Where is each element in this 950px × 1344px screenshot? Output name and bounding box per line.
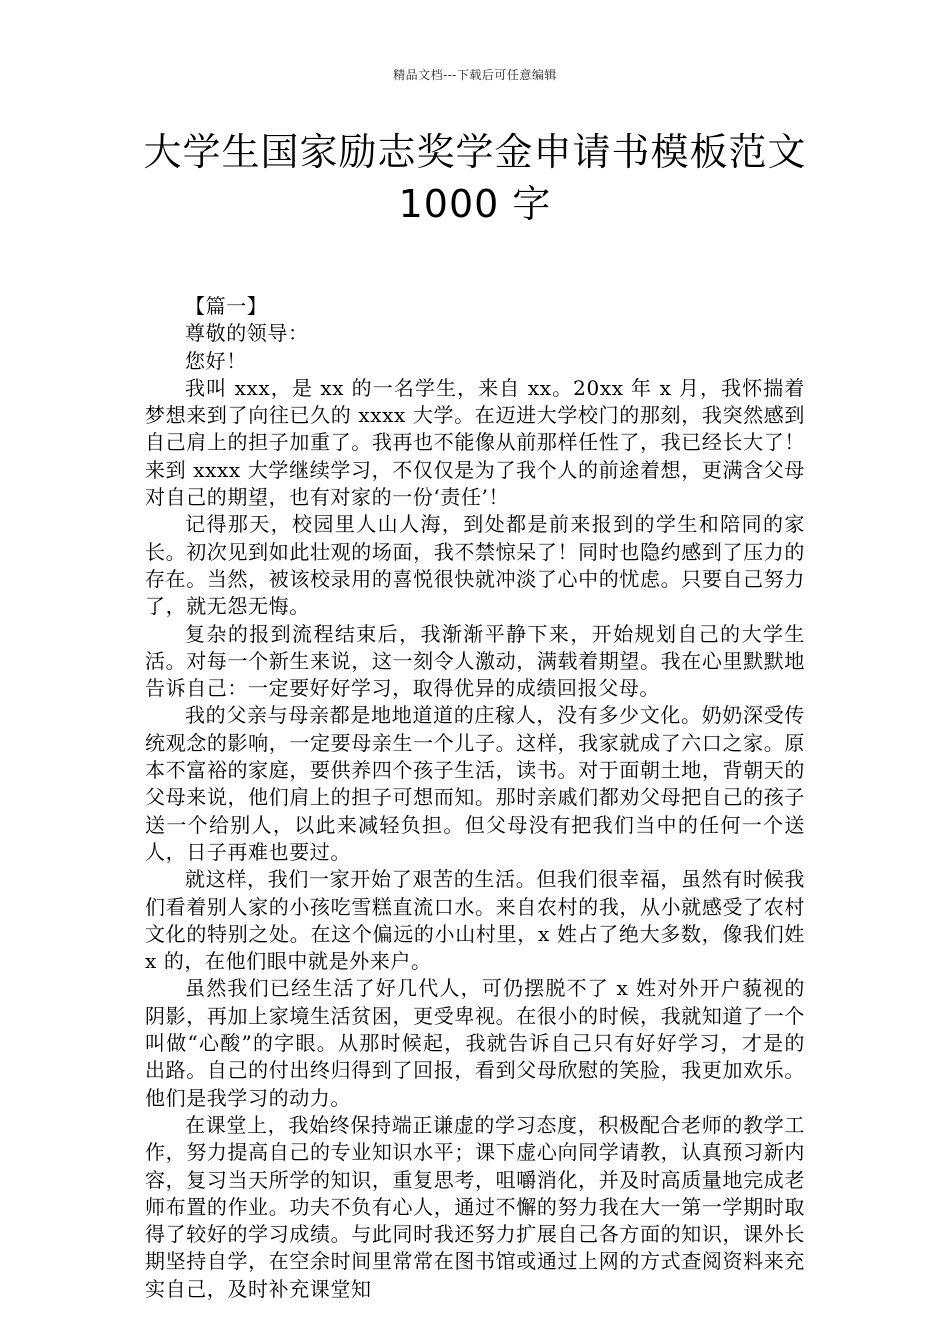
document-title xyxy=(100,126,850,230)
paragraph: 复杂的报到流程结束后，我渐渐平静下来，开始规划自己的大学生活。对每一个新生来说，这一刻令人激动，满载着期望。我在心里默默地告诉自己：一定要好好学习，取得优异的成绩回报父母。 xyxy=(145,621,805,701)
paragraph: 我的父亲与母亲都是地地道道的庄稼人，没有多少文化。奶奶深受传统观念的影响，一定要母亲生一个儿子。这样，我家就成了六口之家。原本不富裕的家庭，要供养四个孩子生活，读书。对于面朝土地，背朝天的父母来说，他们肩上的担子可想而知。那时亲戚们都劝父母把自己的孩子送一个给别人，以此来减轻负担。但父母没有把我们当中的任何一个送人，日子再难也要过。 xyxy=(145,703,805,864)
paragraph: 就这样，我们一家开始了艰苦的生活。但我们很幸福，虽然有时候我们看着别人家的小孩吃雪糕直流口水。来自农村的我，从小就感受了农村文化的特别之处。在这个偏远的小山村里，x 姓占了绝大多数，像我们姓 x 的，在他们眼中就是外来户。 xyxy=(145,867,805,974)
paragraph: 记得那天，校园里人山人海，到处都是前来报到的学生和陪同的家长。初次见到如此壮观的场面，我不禁惊呆了！同时也隐约感到了压力的存在。当然，被该校录用的喜悦很快就冲淡了心中的忧虑。只要自己努力了，就无怨无悔。 xyxy=(145,512,805,619)
document-body xyxy=(145,293,805,1303)
paragraph: 虽然我们已经生活了好几代人，可仍摆脱不了 x 姓对外开户藐视的阴影，再加上家境生活贫困，更受卑视。在很小的时候，我就知道了一个叫做“心酸”的字眼。从那时候起，我就告诉自己只有好好学习，才是的出路。自己的付出终归得到了回报，看到父母欣慰的笑脸，我更加欢乐。他们是我学习的动力。 xyxy=(145,976,805,1110)
paragraph: 在课堂上，我始终保持端正谦虚的学习态度，积极配合老师的教学工作，努力提高自己的专业知识水平；课下虚心向同学请教，认真预习新内容，复习当天所学的知识，重复思考，咀嚼消化，并及时高质量地完成老师布置的作业。功夫不负有心人，通过不懈的努力我在大一第一学期时取得了较好的学习成绩。与此同时我还努力扩展自己各方面的知识，课外长期坚持自学，在空余时间里常常在图书馆或通过上网的方式查阅资料来充实自己，及时补充课堂知 xyxy=(145,1112,805,1301)
greeting: 您好！ xyxy=(185,348,247,373)
header-note: 精品文档---下载后可任意编辑 xyxy=(393,68,557,82)
section-label: 【篇一】 xyxy=(185,294,268,318)
title-line-1: 大学生国家励志奖学金申请书模板范文 xyxy=(143,130,807,174)
salutation: 尊敬的领导： xyxy=(185,321,309,346)
title-line-2: 1000 字 xyxy=(398,182,552,226)
paragraph: 我叫 xxx，是 xx 的一名学生，来自 xx。20xx 年 x 月，我怀揣着梦想来到了向往已久的 xxxx 大学。在迈进大学校门的那刻，我突然感到自己肩上的担子加重了。我再也不能像从前那样任性了，我已经长大了！来到 xxxx 大学继续学习，不仅仅是为了我个人的前途着想，更满含父母对自己的期望，也有对家的一份‘责任’！ xyxy=(145,375,805,510)
